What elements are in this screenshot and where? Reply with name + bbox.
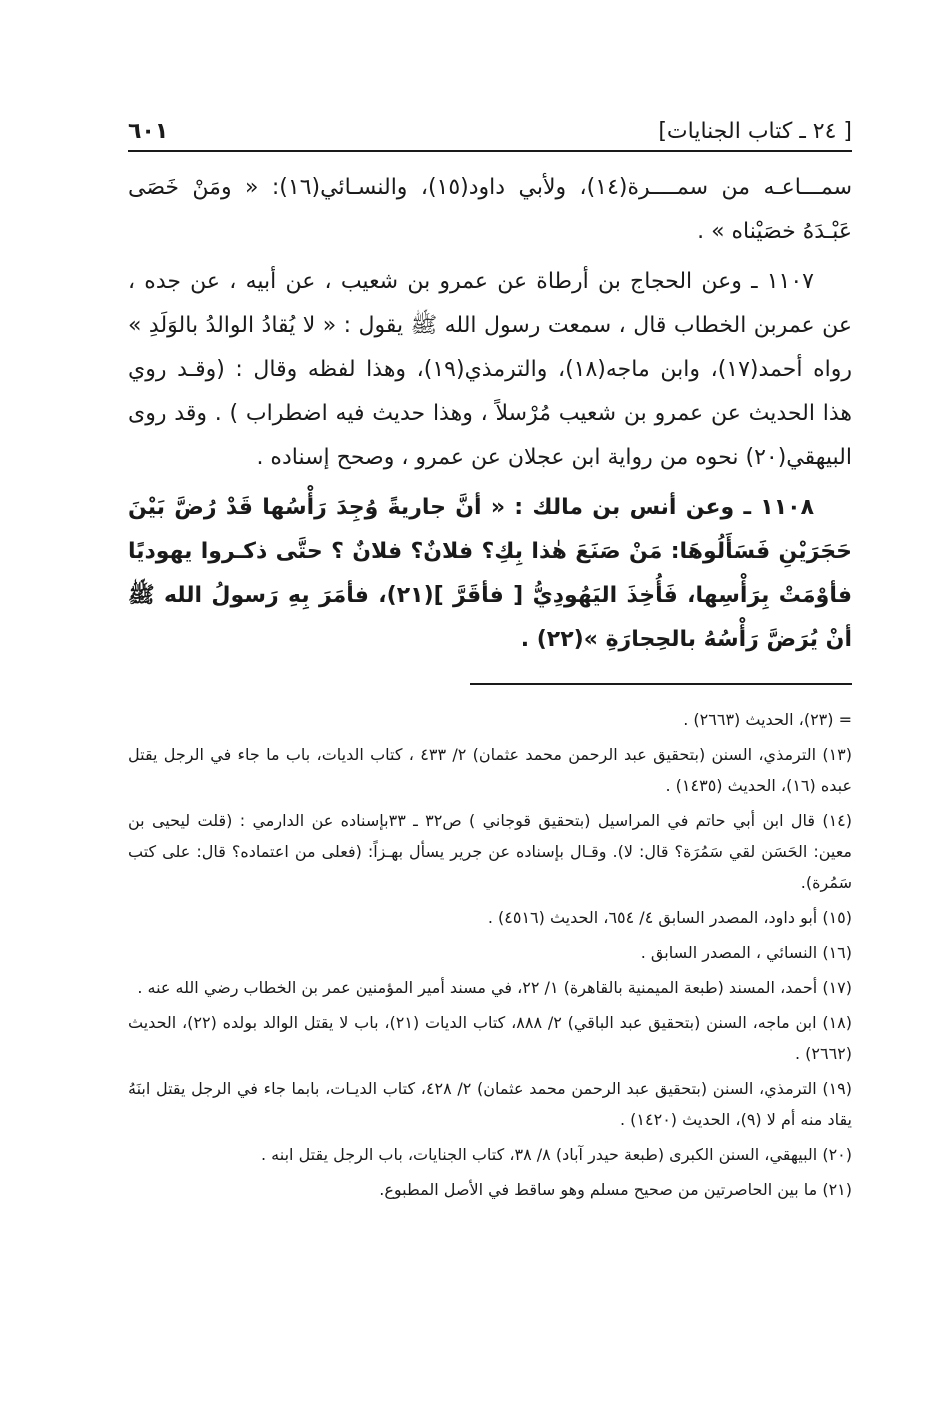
paragraph-continuation: سمـــاعـه من سمــــرة(١٤)، ولأبي داود(١٥)، والنسـائي(١٦): « ومَنْ خَصَى عَبْـدَهُ خصَيْناه » . [128,175,852,244]
footnote-item: (١٩) الترمذي، السنن (بتحقيق عبد الرحمن محمد عثمان) ٢/ ٤٢٨، كتاب الديـات، بابما جاء في الرجل يقتل ابنَهُ يقاد منه أم لا (٩)، الحديث (١٤٢٠) . [128,1079,853,1129]
hadith-1107: ١١٠٧ ـ وعن الحجاج بن أرطاة عن عمرو بن شعيب ، عن أبيه ، عن جده ، عن عمربن الخطاب قال ، سمعت رسول الله ﷺ يقول : « لا يُقادُ الوالدُ بالوَلَدِ » رواه أحمد(١٧)، وابن ماجه(١٨)، والترمذي(١٩)، وهذا لفظه وقال : (وقـد روي هذا الحديث عن عمرو بن شعيب مُرْسلاً ، وهذا حديث فيه اضطراب ) . وقد روى البيهقي(٢٠) نحوه من رواية ابن عجلان عن عمرو ، وصحح إسناده . [128,269,852,470]
page-number: ٦٠١ [128,119,169,144]
footnote-item: = (٢٣)، الحديث (٢٦٦٣) . [683,710,852,729]
footnote-rule [470,683,852,685]
footnote-item: (٢٠) البيهقي، السنن الكبرى (طبعة حيدر آباد) ٨/ ٣٨، كتاب الجنايات، باب الرجل يقتل ابنه . [261,1145,852,1164]
chapter-title: [ ٢٤ ـ كتاب الجنايات] [658,119,852,144]
footnotes [128,704,852,1209]
footnote-item: (٢١) ما بين الحاصرتين من صحيح مسلم وهو ساقط في الأصل المطبوع. [379,1180,852,1199]
hadith-1108: ١١٠٨ ـ وعن أنس بن مالك : « أنَّ جاريةً وُجِدَ رَأْسُها قَدْ رُضَّ بَيْنَ حَجَرَيْنِ فَسَأَلُوهَا: مَنْ صَنَعَ هٰذا بِكِ؟ فلانٌ؟ فلانٌ ؟ حتَّى ذكـروا يهوديًا فأوْمَتْ بِرَأْسِها، فَأُخِذَ اليَهُودِيُّ [ فأقَرَّ ](٢١)، فأمَرَ بِهِ رَسولُ الله ﷺ أنْ يُرَضَّ رَأْسُهُ بالحِجارَةِ »(٢٢) . [128,495,853,652]
footnote-item: (١٨) ابن ماجه، السنن (بتحقيق عبد الباقي) ٢/ ٨٨٨، كتاب الديات (٢١)، باب لا يقتل الوالد بولده (٢٢)، الحديث (٢٦٦٢) . [128,1013,853,1063]
footnote-item: (١٥) أبو داود، المصدر السابق ٤/ ٦٥٤، الحديث (٤٥١٦) . [487,908,852,927]
footnote-item: (١٦) النسائي ، المصدر السابق . [640,943,852,962]
footnote-item: (١٤) قال ابن أبي حاتم في المراسيل (بتحقيق قوجاني ) ص٣٢ ـ ٣٣بإسناده عن الدارمي : (قلت ليحيى بن معين: الحَسَن لقي سَمُرَة؟ قال: لا). وقـال بإسناده عن جرير يسأل بهـزاً: (فعلى من اعتماده؟ قال: على كتب سَمُرة). [128,811,853,892]
footnote-item: (١٣) الترمذي، السنن (بتحقيق عبد الرحمن محمد عثمان) ٢/ ٤٣٣ ، كتاب الديات، باب ما جاء في الرجل يقتل عبده (١٦)، الحديث (١٤٣٥) . [128,745,852,795]
running-head [128,100,852,144]
header-rule [128,150,852,152]
main-text [128,166,852,668]
footnote-item: (١٧) أحمد، المسند (طبعة الميمنية بالقاهرة) ١/ ٢٢، في مسند أمير المؤمنين عمر بن الخطاب رضي الله عنه . [137,978,852,997]
